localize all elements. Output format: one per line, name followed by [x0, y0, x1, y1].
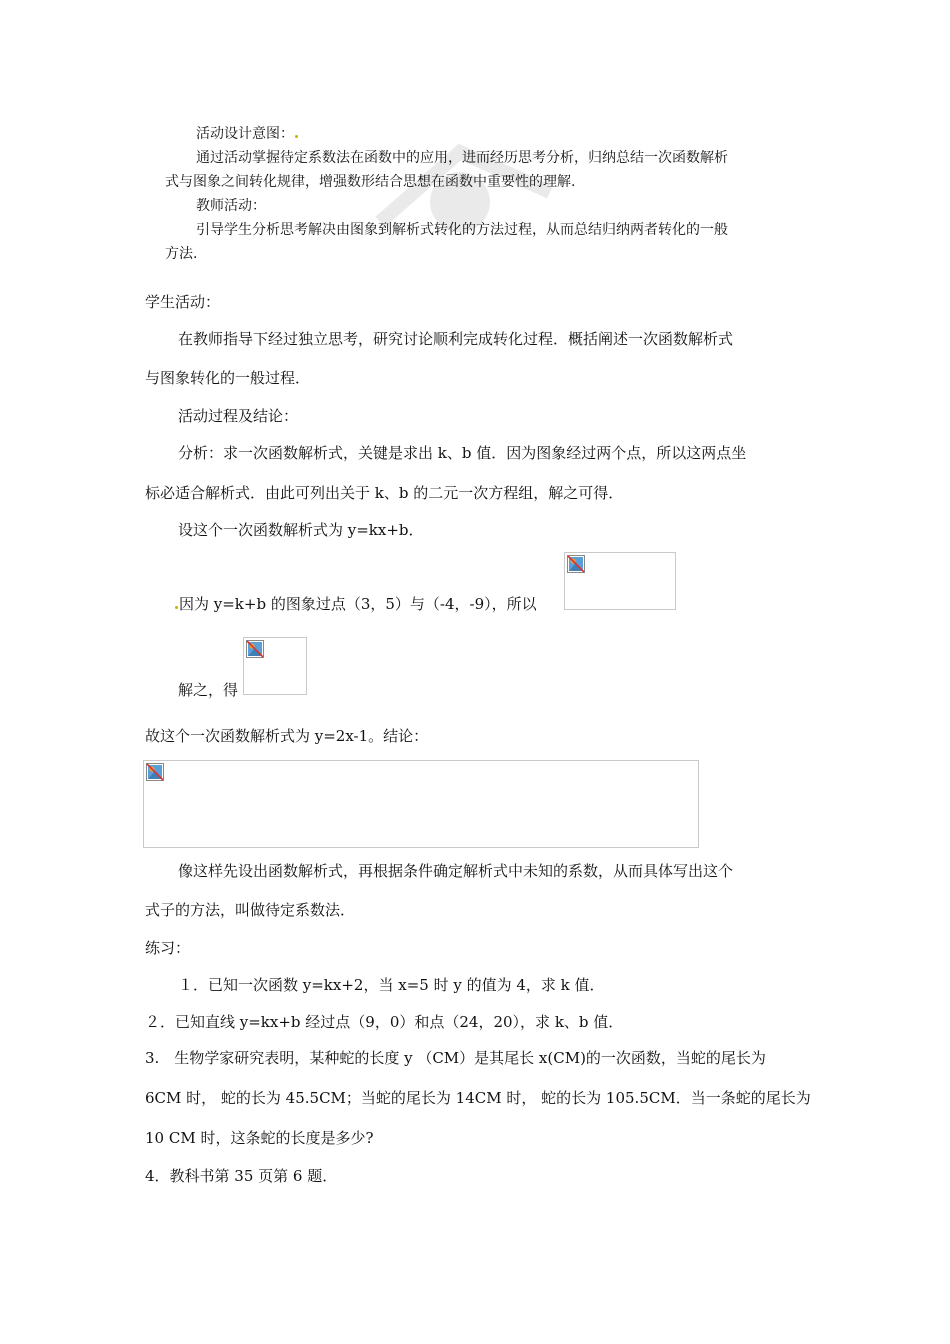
- broken-image-icon: [146, 763, 164, 781]
- exercise-q1: １．已知一次函数 y=kx+2，当 x=5 时 y 的值为 4，求 k 值．: [178, 976, 605, 994]
- therefore-line: 故这个一次函数解析式为 y=2x-1。结论：: [145, 727, 429, 745]
- analysis-line1: 分析：求一次函数解析式，关键是求出 k、b 值．因为图象经过两个点，所以这两点坐: [178, 444, 747, 462]
- design-intent-heading: 活动设计意图：: [196, 124, 299, 144]
- exercise-q2: ２．已知直线 y=kx+b 经过点（9，0）和点（24，20），求 k、b 值．: [145, 1013, 624, 1031]
- conclusion-image: [143, 760, 699, 848]
- broken-image-icon: [567, 555, 585, 573]
- because-line: 因为 y=k+b 的图象过点（3，5）与（-4，-9），所以: [174, 594, 537, 614]
- analysis-line2: 标必适合解析式．由此可列出关于 k、b 的二元一次方程组，解之可得．: [145, 484, 624, 502]
- setup-line: 设这个一次函数解析式为 y=kx+b．: [178, 521, 424, 539]
- exercise-q4: 4．教科书第 35 页第 6 题．: [145, 1167, 338, 1185]
- student-heading: 学生活动：: [145, 293, 221, 311]
- teacher-line1: 引导学生分析思考解决由图象到解析式转化的方法过程，从而总结归纳两者转化的一般: [196, 222, 728, 238]
- teacher-heading: 教师活动：: [196, 198, 266, 214]
- method-line1: 像这样先设出函数解析式，再根据条件确定解析式中未知的系数，从而具体写出这个: [178, 862, 734, 880]
- exercise-q3-line3: 10 CM 时，这条蛇的长度是多少?: [145, 1129, 374, 1147]
- method-line2: 式子的方法，叫做待定系数法．: [145, 901, 356, 919]
- solve-line: 解之，得: [178, 681, 239, 699]
- exercise-q3-line2: 6CM 时， 蛇的长为 45.5CM；当蛇的尾长为 14CM 时， 蛇的长为 105.5CM．当一条蛇的尾长为: [145, 1089, 811, 1107]
- exercise-q3-line1: 3. 生物学家研究表明，某种蛇的长度 y （CM）是其尾长 x(CM)的一次函数，当蛇的尾长为: [145, 1049, 766, 1067]
- design-intent-line1: 通过活动掌握待定系数法在函数中的应用，进而经历思考分析，归纳总结一次函数解析: [196, 150, 728, 166]
- solution-image: [243, 637, 307, 695]
- design-intent-line2: 式与图象之间转化规律，增强数形结合思想在函数中重要性的理解.: [165, 174, 576, 190]
- broken-image-icon: [246, 640, 264, 658]
- student-line1: 在教师指导下经过独立思考，研究讨论顺利完成转化过程．概括阐述一次函数解析式: [178, 330, 734, 348]
- process-heading: 活动过程及结论：: [178, 407, 299, 425]
- teacher-line2: 方法.: [165, 246, 198, 262]
- student-line2: 与图象转化的一般过程．: [145, 369, 311, 387]
- format-mark: [175, 606, 178, 609]
- equation-system-image: [564, 552, 676, 610]
- exercise-heading: 练习：: [145, 939, 191, 957]
- format-mark: [295, 135, 298, 138]
